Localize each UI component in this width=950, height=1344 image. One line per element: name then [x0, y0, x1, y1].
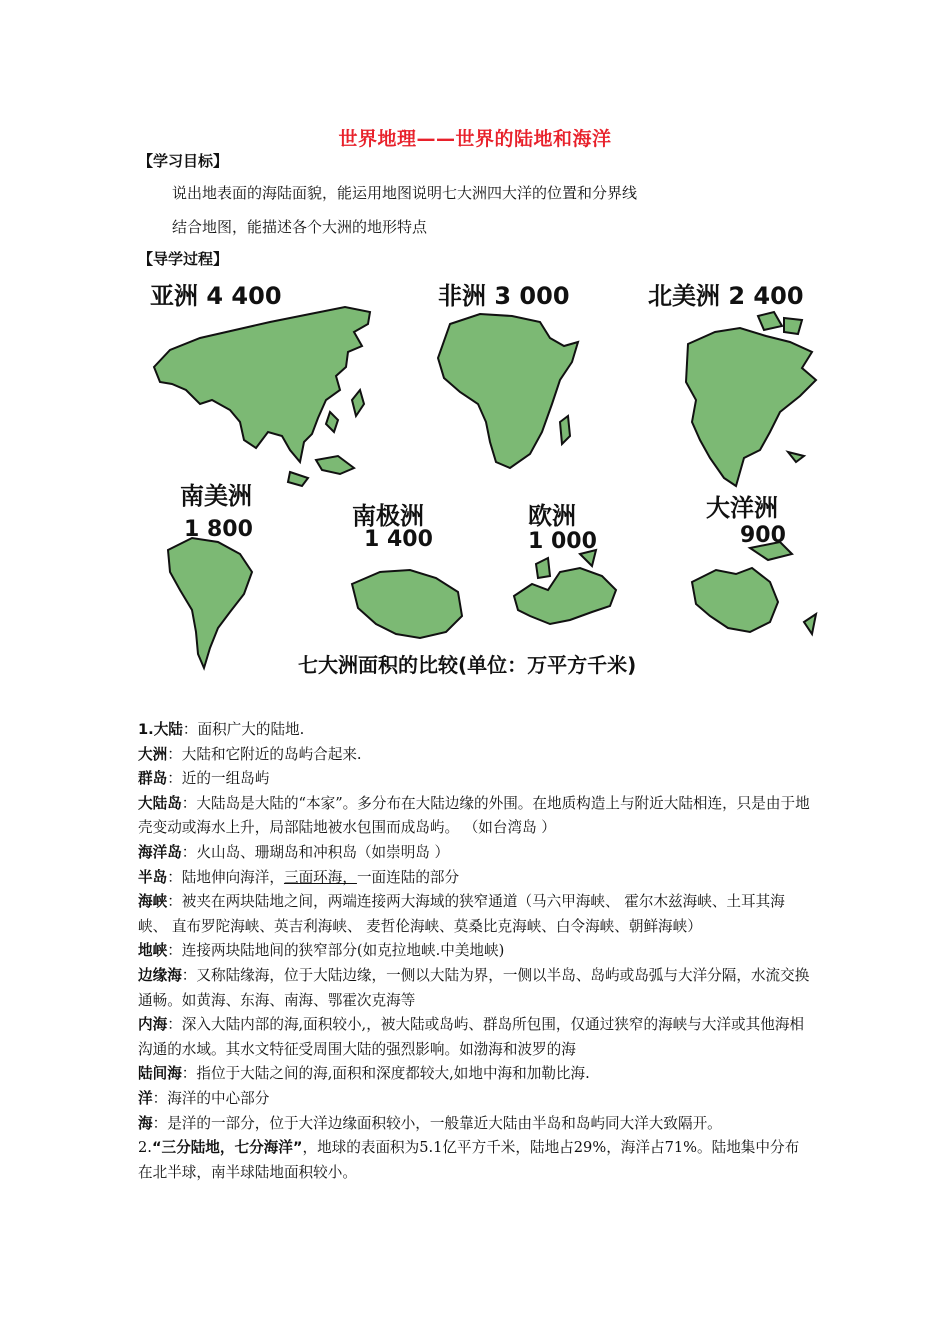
- def-isthmus: 地峡：连接两块陆地间的狭窄部分(如克拉地峡.中美地峡): [138, 942, 505, 960]
- def-ocean: 洋：海洋的中心部分: [138, 1089, 270, 1107]
- def-marginal-sea: 边缘海：又称陆缘海，位于大陆边缘，一侧以大陆为界，一侧以半岛、岛屿或岛弧与大洋分隔，水流交换通畅。如黄海、东海、南海、鄂霍次克海等: [138, 966, 810, 1009]
- north-america-map: [686, 312, 816, 486]
- definitions-block: [138, 718, 810, 1185]
- def-archipelago: 群岛：近的一组岛屿: [138, 770, 270, 788]
- def-zhou: 大洲：大陆和它附近的岛屿合起来.: [138, 745, 362, 763]
- point-2: 2.“三分陆地，七分海洋”，地球的表面积为5.1亿平方千米，陆地占29%，海洋占71%。陆地集中分布在北半球，南半球陆地面积较小。: [138, 1139, 800, 1181]
- process-heading: 【导学过程】: [138, 250, 229, 268]
- def-oceanic-island: 海洋岛：火山岛、珊瑚岛和冲积岛（如崇明岛 ）: [138, 843, 450, 861]
- label-antarctica-area: 1 400: [364, 527, 433, 552]
- def-inland-sea: 内海：深入大陆内部的海,面积较小,，被大陆或岛屿、群岛所包围，仅通过狭窄的海峡与大洋或其他海相沟通的水域。其水文特征受周围大陆的强烈影响。如渤海和波罗的海: [138, 1016, 805, 1058]
- label-south-america-area: 1 800: [184, 517, 253, 542]
- def-strait: 海峡：被夹在两块陆地之间，两端连接两大海域的狭窄通道（马六甲海峡、 霍尔木兹海峡、土耳其海峡、 直布罗陀海峡、英吉利海峡、 麦哲伦海峡、莫桑比克海峡、白令海峡、朝鲜海峡）: [138, 893, 785, 935]
- africa-map: [438, 314, 578, 468]
- label-oceania-area: 900: [740, 523, 786, 548]
- south-america-map: [168, 538, 252, 668]
- continents-figure: [140, 272, 830, 692]
- oceania-map: [692, 542, 816, 634]
- label-europe-area: 1 000: [528, 529, 597, 554]
- def-continental-island: 大陆岛：大陆岛是大陆的“本家”。多分布在大陆边缘的外围。在地质构造上与附近大陆相连，只是由于地壳变动或海水上升，局部陆地被水包围而成岛屿。 （如台湾岛 ）: [138, 794, 810, 837]
- label-africa: 非洲 3 000: [438, 282, 570, 310]
- page-title: 世界地理——世界的陆地和海洋: [338, 128, 612, 150]
- def-peninsula: 半岛：陆地伸向海洋，三面环海，一面连陆的部分: [138, 868, 460, 886]
- goals-heading: 【学习目标】: [138, 152, 229, 170]
- label-asia: 亚洲 4 400: [150, 282, 282, 310]
- label-antarctica-name: 南极洲: [352, 502, 424, 530]
- def-mediterranean-sea: 陆间海：指位于大陆之间的海,面积和深度都较大,如地中海和加勒比海.: [138, 1065, 590, 1083]
- europe-map: [514, 550, 616, 624]
- def-continent: 1.大陆：面积广大的陆地.: [138, 721, 305, 738]
- goal-item-1: 说出地表面的海陆面貌，能运用地图说明七大洲四大洋的位置和分界线: [172, 184, 638, 202]
- goal-item-2: 结合地图，能描述各个大洲的地形特点: [172, 218, 428, 236]
- label-north-america: 北美洲 2 400: [648, 282, 804, 310]
- asia-map: [154, 307, 370, 486]
- label-oceania-name: 大洋洲: [706, 494, 778, 522]
- label-south-america-name: 南美洲: [180, 482, 252, 510]
- figure-caption: 七大洲面积的比较(单位：万平方千米): [298, 653, 637, 677]
- antarctica-map: [352, 570, 462, 638]
- def-sea: 海：是洋的一部分，位于大洋边缘面积较小，一般靠近大陆由半岛和岛屿同大洋大致隔开。: [138, 1114, 722, 1132]
- label-europe-name: 欧洲: [528, 502, 576, 530]
